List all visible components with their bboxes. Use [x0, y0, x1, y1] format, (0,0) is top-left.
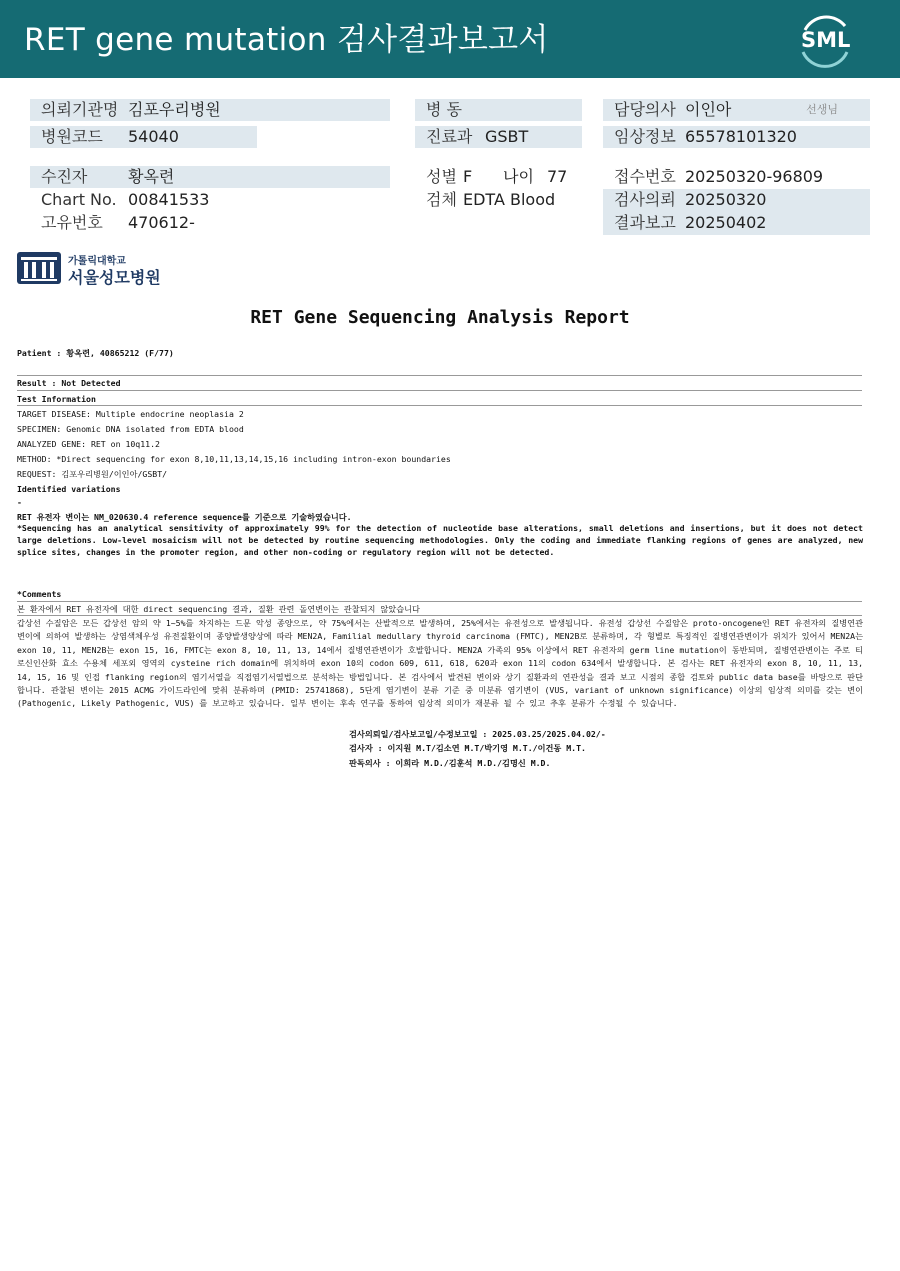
- sex-age-field: [415, 166, 585, 188]
- dates-field: [603, 189, 870, 235]
- result-report-value: 20250402: [685, 213, 767, 232]
- receipt-no-value: 20250320-96809: [685, 167, 824, 186]
- sex-value: F: [463, 167, 473, 186]
- age-label: 나이: [503, 167, 534, 186]
- analyzed-gene: ANALYZED GENE: RET on 10q11.2: [17, 439, 160, 449]
- doctor-label: 담당의사: [614, 100, 676, 119]
- hospital-crest-icon: [16, 251, 62, 285]
- identified-heading: Identified variations: [17, 484, 121, 494]
- sensitivity-note: *Sequencing has an analytical sensitivity of approximately 99% for the detection of nucleotide base alterations, small deletions and insertions, but it does not detect large deletions. Low-level mosaicism will not be detected by routine sequencing methodologies. Only the coding and immediate flanking regions of genes are analyzed, new splice sites, changes in the promoter region, and other non-coding or regulatory region will not be detected.: [17, 523, 863, 557]
- doctor-suffix: 선생님: [806, 103, 838, 116]
- requesting-org-label: 의뢰기관명: [41, 100, 119, 119]
- target-disease: TARGET DISEASE: Multiple endocrine neoplasia 2: [17, 409, 244, 419]
- specimen-value: EDTA Blood: [463, 190, 556, 209]
- unique-no-value: 470612-: [128, 213, 195, 232]
- ward-label: 병 동: [426, 100, 462, 119]
- patient-line: Patient : 황옥련, 40865212 (F/77): [17, 348, 174, 358]
- sml-logo: [795, 12, 855, 68]
- divider: [17, 375, 862, 376]
- divider: [17, 405, 862, 406]
- doctor-value: 이인아: [685, 100, 732, 119]
- receipt-no-label: 접수번호: [614, 167, 676, 186]
- report-header: [0, 0, 900, 78]
- chart-no-field: [30, 189, 390, 211]
- hospital-name: 서울성모병원: [68, 268, 161, 287]
- comment-body: 갑상선 수질암은 모든 갑상선 암의 약 1~5%를 차지하는 드문 악성 종양으로, 약 75%에서는 산발적으로 발생하며, 25%에서는 유전성으로 발생됩니다. 유전성 갑상선 수질암은 proto-oncogene인 RET 유전자의 질병연관변이에 의하여 발생하는 상염색체우성 유전질환이며 종양발생양상에 따라 MEN2A, Familial medullary thyroid carcinoma (FMTC), MEN2B로 분류하며, 각 형별로 특징적인 질병연관변이가 위치가 있어서 MEN2A는 exon 10, 11, MEN2B는 exon 15, 16, FMTC는 exon 8, 10, 11, 13, 14에서 질병연관변이가 호발합니다. MEN2A 가족의 95% 이상에서 RET 유전자의 germ line mutation이 동반되며, 질병연관변이는 주로 티로신인산화 효소 수용체 세포외 영역의 cysteine rich domain에 위치하며 exon 10의 codon 609, 611, 618, 620과 exon 11의 codon 634에서 발생합니다. 본 검사는 RET 유전자의 exon 8, 10, 11, 13, 14, 15, 16 및 인접 flanking region의 염기서열을 직접염기서열법으로 분석하는 방법입니다. 본 검사에서 발견된 변이와 상기 질환과의 연관성을 결과 보고 시점의 종합 검토와 public data base를 바탕으로 판단합니다. 관찰된 변이는 2015 ACMG 가이드라인에 맞춰 분류하며 (PMID: 25741868), 5단계 염기변이 분류 기준 중 미분류 염기변이 (VUS, variant of unknown significance) 이상의 임상적 의미를 갖는 변이 (Pathogenic, Likely Pathogenic, VUS) 를 보고하고 있습니다. 일부 변이는 후속 연구를 통하여 임상적 의미가 재분류 될 수 있고 추후 분류가 수정될 수 있습니다.: [17, 618, 863, 709]
- chart-no-value: 00841533: [128, 190, 210, 209]
- comments-heading: *Comments: [17, 589, 62, 599]
- ward-field: [415, 99, 582, 121]
- chart-no-label: Chart No.: [41, 190, 117, 209]
- patient-value: 황옥련: [128, 167, 175, 186]
- reference-line: RET 유전자 변이는 NM_020630.4 reference sequence를 기준으로 기술하였습니다.: [17, 512, 352, 522]
- age-value: 77: [547, 167, 568, 186]
- requesting-org-value: 김포우리병원: [128, 100, 221, 119]
- unique-no-label: 고유번호: [41, 213, 103, 232]
- clinical-info-value: 65578101320: [685, 127, 797, 146]
- dates-line: 검사의뢰일/검사보고일/수정보고일 : 2025.03.25/2025.04.02/-: [349, 729, 606, 739]
- clinical-info-label: 임상정보: [614, 127, 676, 146]
- hospital-logo: [16, 251, 176, 287]
- report-title: RET Gene Sequencing Analysis Report: [250, 307, 630, 328]
- unique-no-field: [30, 212, 390, 234]
- hospital-code-field: [30, 126, 257, 148]
- hospital-university-name: 가톨릭대학교: [68, 256, 126, 267]
- clinical-info-field: [603, 126, 870, 148]
- result-line: Result : Not Detected: [17, 378, 121, 388]
- hospital-code-label: 병원코드: [41, 127, 103, 146]
- specimen-field: [415, 189, 585, 211]
- divider: [17, 601, 862, 602]
- divider: [17, 615, 862, 616]
- readers-line: 판독의사 : 이희라 M.D./김훈석 M.D./김명신 M.D.: [349, 758, 551, 768]
- hospital-code-value: 54040: [128, 127, 179, 146]
- test-info-heading: Test Information: [17, 394, 96, 404]
- request-line: REQUEST: 김포우리병원/이인아/GSBT/: [17, 469, 168, 479]
- divider: [17, 390, 862, 391]
- sml-logo-text: SML: [801, 28, 851, 52]
- result-report-label: 결과보고: [614, 213, 676, 232]
- receipt-no-field: [603, 166, 870, 188]
- identified-value: -: [17, 497, 22, 507]
- comment-summary: 본 환자에서 RET 유전자에 대한 direct sequencing 결과, 질환 관련 돌연변이는 관찰되지 않았습니다: [17, 604, 420, 614]
- requesting-org-field: [30, 99, 390, 121]
- specimen-line: SPECIMEN: Genomic DNA isolated from EDTA blood: [17, 424, 244, 434]
- department-value: GSBT: [485, 127, 529, 146]
- doctor-field: [603, 99, 870, 121]
- method-line: METHOD: *Direct sequencing for exon 8,10,11,13,14,15,16 including intron-exon boundaries: [17, 454, 451, 464]
- department-label: 진료과: [426, 127, 473, 146]
- department-field: [415, 126, 582, 148]
- test-request-value: 20250320: [685, 190, 767, 209]
- patient-field: [30, 166, 390, 188]
- page-title: RET gene mutation 검사결과보고서: [24, 22, 549, 58]
- patient-label: 수진자: [41, 167, 88, 186]
- sex-label: 성별: [426, 167, 457, 186]
- testers-line: 검사자 : 이지원 M.T/김소연 M.T/박기영 M.T./이건동 M.T.: [349, 743, 586, 753]
- test-request-label: 검사의뢰: [614, 190, 676, 209]
- specimen-label: 검체: [426, 190, 457, 209]
